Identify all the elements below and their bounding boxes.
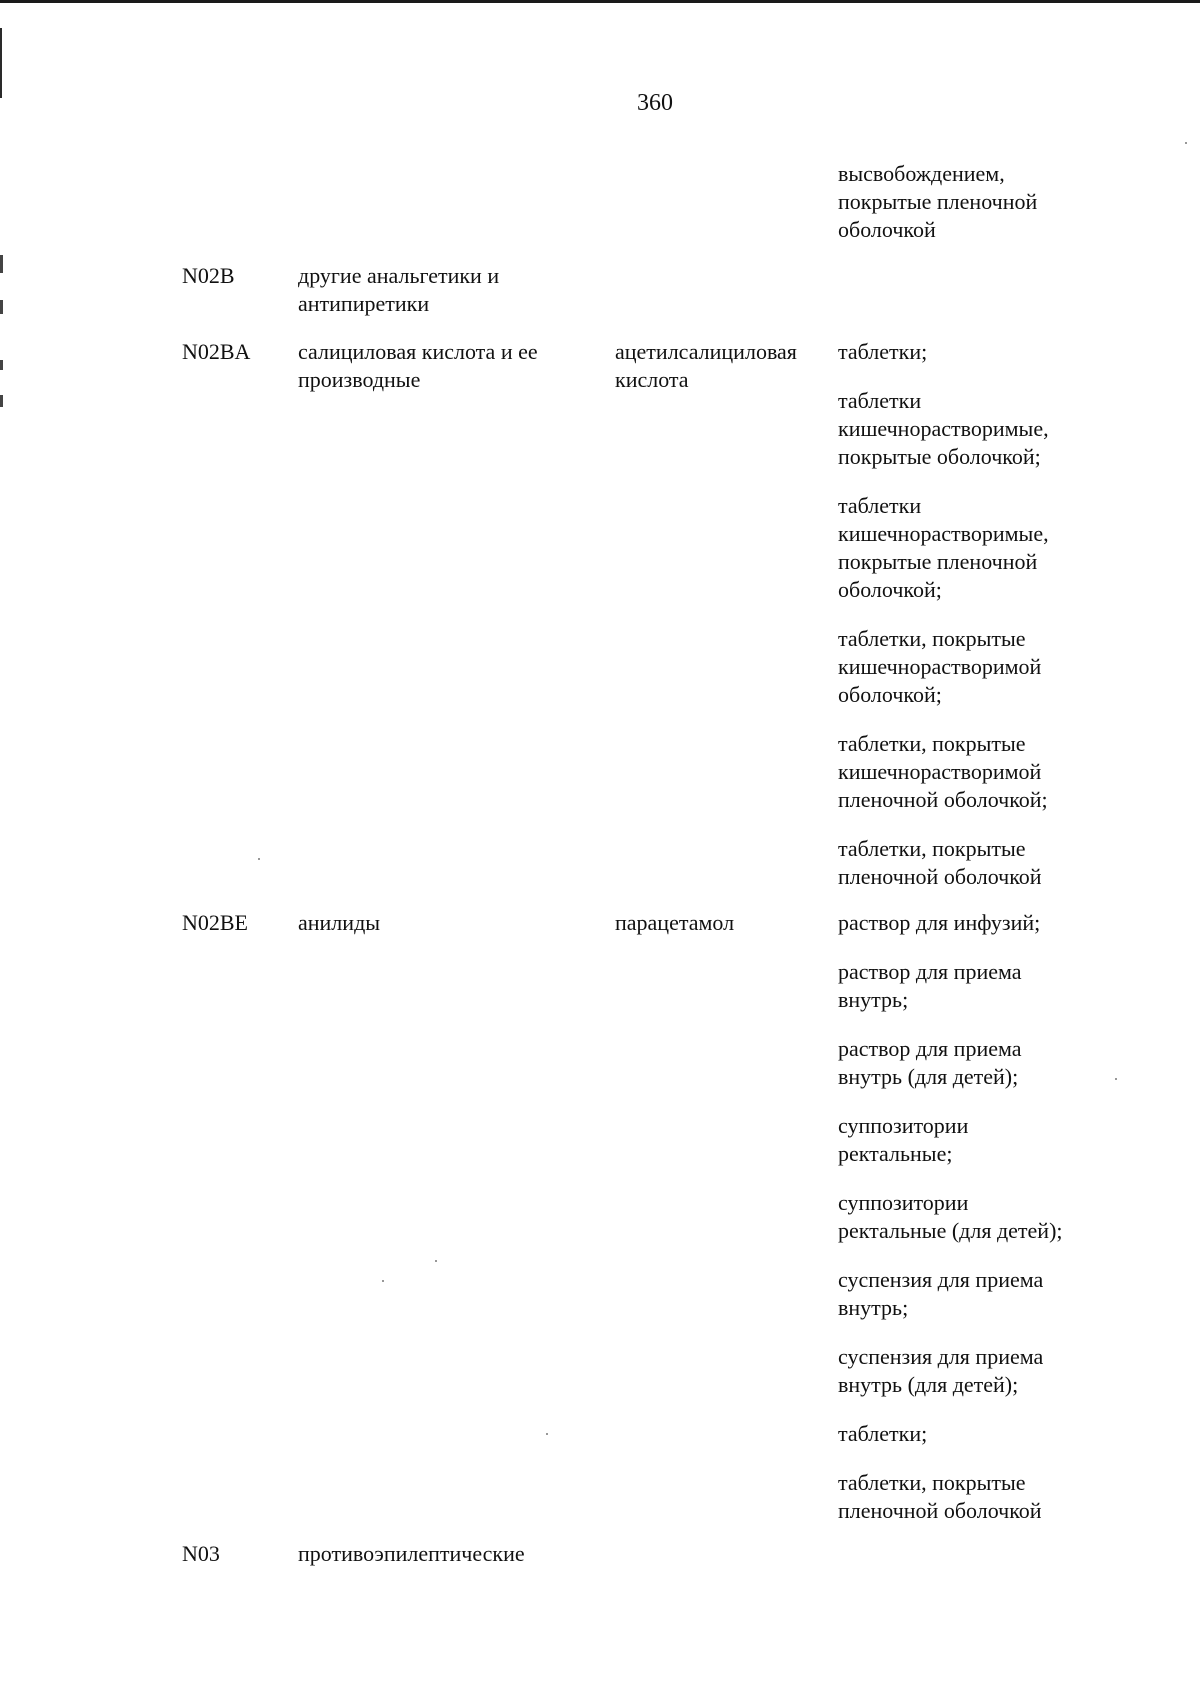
scan-speck (382, 1280, 384, 1282)
group-name: другие анальгетики и антипиретики (298, 263, 500, 316)
atc-code: N02BA (182, 339, 251, 364)
dosage-forms (838, 160, 1198, 244)
dosage-form-item: таблетки; (838, 339, 928, 364)
scan-left-mark (0, 255, 3, 273)
dosage-form-item: таблетки, покрытые кишечнорастворимой оболочкой; (838, 626, 1042, 707)
group-name: противоэпилептические (298, 1541, 525, 1566)
group-name: анилиды (298, 910, 381, 935)
scan-left-mark (0, 360, 3, 370)
dosage-form-item: высвобождением, покрытые пленочной оболочкой (838, 161, 1038, 242)
dosage-form-item: суспензия для приема внутрь (для детей); (838, 1344, 1044, 1397)
dosage-form-item: таблетки кишечнорастворимые, покрытые оболочкой; (838, 388, 1049, 469)
drug-name: парацетамол (615, 910, 735, 935)
scan-speck (1185, 142, 1187, 144)
scan-left-mark (0, 395, 3, 407)
page-number: 360 (637, 90, 673, 116)
dosage-form-item: таблетки; (838, 1421, 928, 1446)
drug-name: ацетилсалициловая кислота (615, 339, 797, 392)
group-name: салициловая кислота и ее производные (298, 339, 538, 392)
dosage-form-item: раствор для приема внутрь; (838, 959, 1022, 1012)
dosage-form-item: раствор для приема внутрь (для детей); (838, 1036, 1022, 1089)
dosage-form-item: суппозитории ректальные; (838, 1113, 969, 1166)
dosage-form-item: таблетки, покрытые пленочной оболочкой (838, 836, 1042, 889)
dosage-form-item: суспензия для приема внутрь; (838, 1267, 1044, 1320)
dosage-form-item: таблетки, покрытые кишечнорастворимой пленочной оболочкой; (838, 731, 1048, 812)
dosage-forms (838, 909, 1198, 1525)
dosage-form-item: суппозитории ректальные (для детей); (838, 1190, 1063, 1243)
dosage-forms (838, 338, 1198, 891)
dosage-form-item: раствор для инфузий; (838, 910, 1041, 935)
scan-left-mark (0, 300, 3, 314)
atc-code: N02B (182, 263, 235, 288)
atc-code: N03 (182, 1541, 220, 1566)
scan-top-edge (0, 0, 1200, 3)
scan-speck (435, 1260, 437, 1262)
scan-speck (546, 1433, 548, 1435)
scan-left-edge (0, 28, 2, 98)
atc-code: N02BE (182, 910, 248, 935)
dosage-form-item: таблетки кишечнорастворимые, покрытые пленочной оболочкой; (838, 493, 1049, 602)
dosage-form-item: таблетки, покрытые пленочной оболочкой (838, 1470, 1042, 1523)
scan-speck (258, 858, 260, 860)
